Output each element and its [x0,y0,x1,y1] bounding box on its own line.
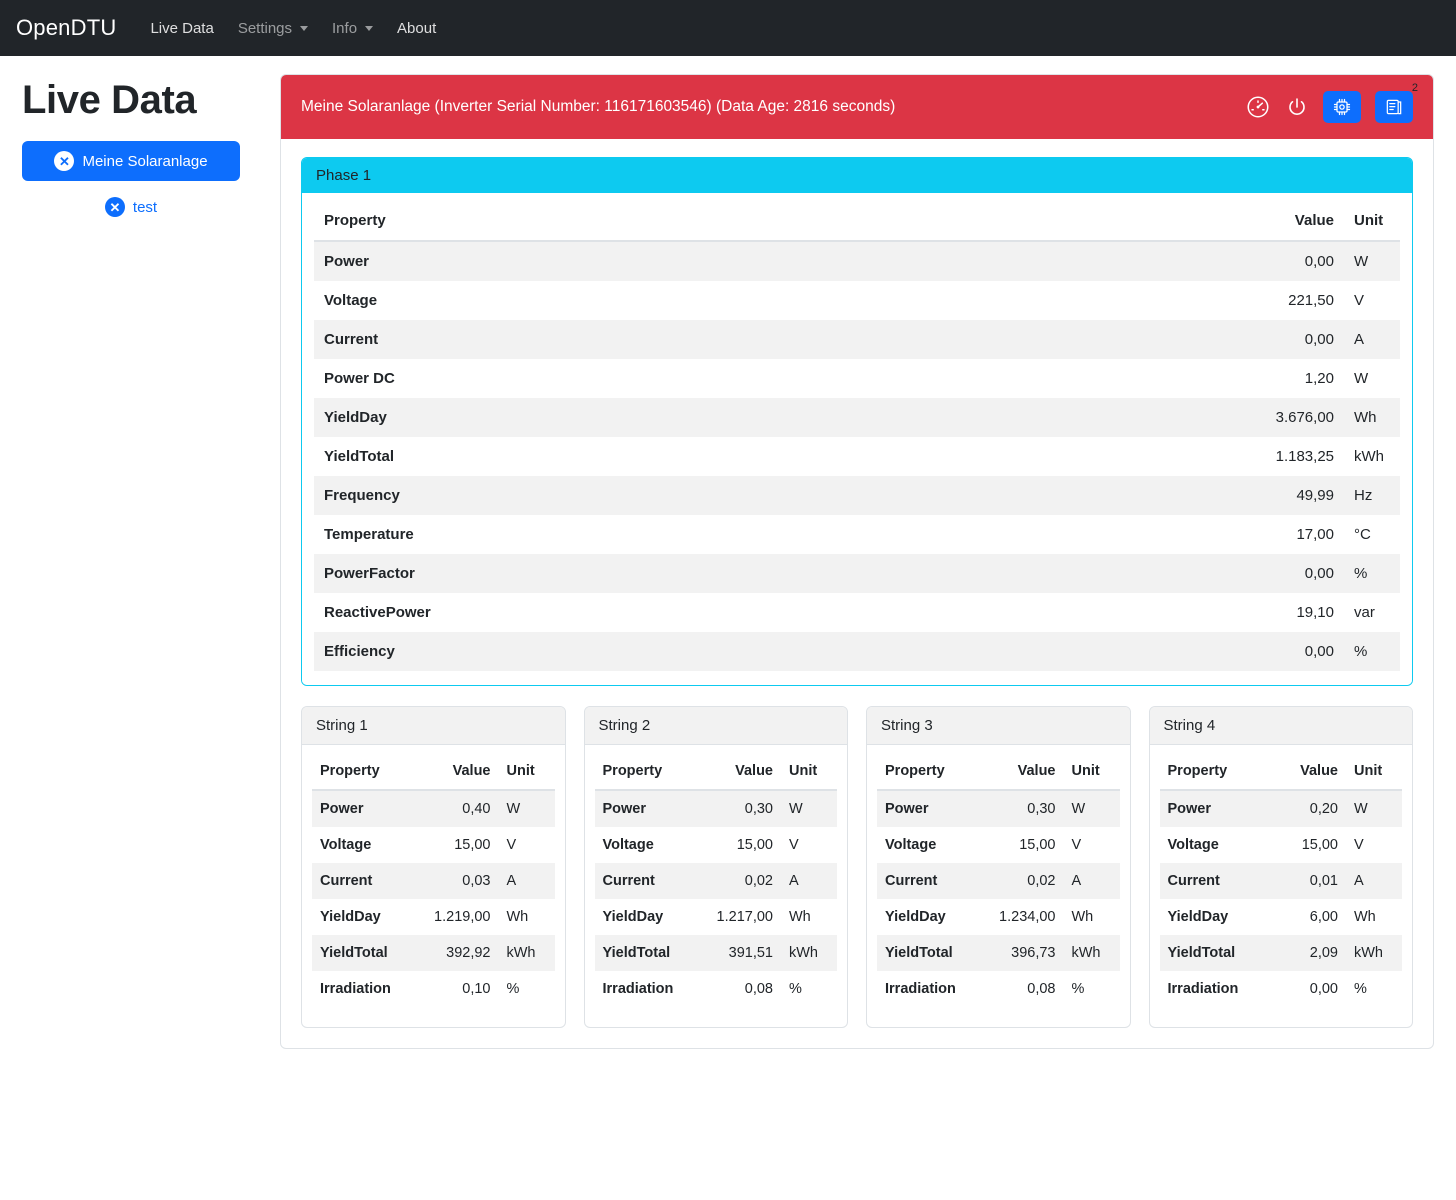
chip-settings-icon[interactable] [1323,91,1361,123]
table-row [1160,899,1403,935]
string-card-3 [866,706,1131,1028]
cell-value: 3.676,00 [1275,409,1334,426]
inverter-card [280,74,1434,1049]
table-row [314,359,1400,398]
cell-value: 19,10 [1296,604,1334,621]
column-header-unit: Unit [1344,201,1400,241]
table-row [877,971,1120,1007]
column-header-unit: Unit [499,753,555,790]
cell-value: 0,10 [462,981,491,997]
cell-value: 49,99 [1296,487,1334,504]
cell-unit: Wh [506,909,529,925]
cell-unit: W [506,801,521,817]
column-header-property: Property [1160,753,1275,790]
phase-panel-body [302,193,1412,685]
cell-unit: A [1071,873,1082,889]
chevron-down-icon [300,26,308,31]
cell-property: Voltage [1167,837,1219,853]
inverter-header-actions [1245,82,1418,123]
page-title: Live Data [22,78,197,122]
cell-property: Current [885,873,938,889]
cell-property: Power [320,801,364,817]
column-header-value: Value [1275,753,1346,790]
nav-item-label: Live Data [150,19,214,37]
cell-property: Efficiency [324,643,395,660]
table-row [312,971,555,1007]
cell-value: 1.183,25 [1275,448,1334,465]
column-header-property: Property [595,753,697,790]
column-header-unit: Unit [1346,753,1402,790]
cell-value: 17,00 [1296,526,1334,543]
cell-value: 0,00 [1309,981,1338,997]
column-header-value: Value [950,201,1344,241]
cell-property: Irradiation [885,981,956,997]
phase-table [314,201,1400,671]
cell-value: 0,02 [1027,873,1056,889]
table-row [877,863,1120,899]
table-row [595,863,838,899]
string-table [877,753,1120,1007]
cell-value: 1.219,00 [434,909,491,925]
table-row [314,554,1400,593]
cell-unit: A [789,873,799,889]
inverter-button-meine-solaranlage[interactable] [22,141,240,181]
string-table [1160,753,1403,1007]
cell-value: 0,30 [744,801,773,817]
table-row [312,935,555,971]
table-row [595,971,838,1007]
string-card-body [867,745,1130,1027]
cell-property: Voltage [320,837,372,853]
cell-unit: V [1354,837,1364,853]
table-row [314,515,1400,554]
cell-unit: A [1354,331,1365,348]
power-icon[interactable] [1285,95,1309,119]
table-row [595,790,838,827]
cell-unit: % [1354,981,1367,997]
cell-property: YieldTotal [1167,945,1236,961]
cell-value: 0,00 [1304,253,1334,270]
cell-property: Voltage [324,292,378,309]
cell-property: YieldTotal [324,448,395,465]
table-header-row [312,753,555,790]
inverter-card-body [281,139,1433,1048]
table-header-row [314,201,1400,241]
cell-value: 1,20 [1304,370,1334,387]
cell-unit: kWh [1354,945,1383,961]
cell-unit: V [1354,292,1365,309]
cell-property: YieldTotal [885,945,953,961]
cell-property: YieldTotal [320,945,388,961]
cell-property: Irradiation [1167,981,1239,997]
column-header-value: Value [414,753,499,790]
cell-property: Current [1167,873,1220,889]
cell-unit: Wh [1071,909,1094,925]
cell-unit: Wh [1354,909,1376,925]
table-header-row [1160,753,1403,790]
cell-value: 0,00 [1304,643,1334,660]
cell-unit: % [1071,981,1085,997]
cell-property: Temperature [324,526,414,543]
table-row [312,863,555,899]
column-header-unit: Unit [781,753,837,790]
cell-property: Irradiation [602,981,674,997]
table-row [595,827,838,863]
table-row [314,320,1400,359]
x-circle-icon: ✕ [105,197,125,217]
cell-value: 0,40 [462,801,491,817]
cell-value: 15,00 [1019,837,1056,853]
x-circle-icon: ✕ [54,151,74,171]
cell-unit: °C [1354,526,1371,543]
cell-property: Voltage [885,837,937,853]
cell-value: 0,00 [1304,331,1334,348]
cell-property: Power [602,801,647,817]
cell-unit: W [1071,801,1086,817]
string-card-body [585,745,848,1027]
cell-property: Current [602,873,655,889]
cell-property: YieldDay [320,909,381,925]
inverter-header-title: Meine Solaranlage (Inverter Serial Number: 116171603546) (Data Age: 2816 seconds) [301,98,896,115]
column-header-property: Property [312,753,414,790]
table-row [1160,971,1403,1007]
cell-property: Power [1167,801,1212,817]
table-row [1160,790,1403,827]
cell-value: 392,92 [446,945,491,961]
column-header-unit: Unit [1064,753,1120,790]
cell-property: Frequency [324,487,400,504]
phase-panel [301,157,1413,686]
cell-value: 0,02 [744,873,773,889]
cell-property: Irradiation [320,981,391,997]
cell-unit: V [1071,837,1082,853]
table-row [1160,827,1403,863]
top-navbar [0,0,1456,56]
string-card-title: String 1 [302,707,565,745]
string-card-4 [1149,706,1414,1028]
cell-value: 391,51 [728,945,773,961]
string-table [312,753,555,1007]
cell-value: 15,00 [736,837,773,853]
nav-item-label: Info [332,19,358,37]
cell-value: 396,73 [1011,945,1056,961]
table-row [1160,863,1403,899]
event-log-icon[interactable] [1375,82,1418,123]
cell-property: Current [320,873,373,889]
inverter-button-test[interactable] [22,197,240,217]
string-table [595,753,838,1007]
cell-property: Current [324,331,379,348]
cell-unit: % [506,981,520,997]
cell-value: 0,30 [1027,801,1056,817]
cell-property: YieldDay [1167,909,1229,925]
cell-unit: kWh [1354,448,1384,465]
cell-value: 15,00 [454,837,491,853]
table-header-row [595,753,838,790]
table-row [314,241,1400,281]
column-header-property: Property [877,753,979,790]
event-log-badge: 2 [1411,82,1418,94]
cell-unit: W [1354,253,1369,270]
cell-value: 0,20 [1309,801,1338,817]
cell-property: YieldDay [324,409,387,426]
cell-property: Power [885,801,929,817]
nav-item-about[interactable] [385,14,448,43]
cell-property: Voltage [602,837,654,853]
string-card-title: String 2 [585,707,848,745]
table-row [312,827,555,863]
column-header-value: Value [696,753,781,790]
cell-unit: Wh [789,909,811,925]
string-card-2 [584,706,849,1028]
cell-value: 0,03 [462,873,491,889]
table-row [312,790,555,827]
cell-unit: A [1354,873,1364,889]
cell-value: 1.234,00 [999,909,1056,925]
inverter-card-header [281,75,1433,139]
nav-item-settings[interactable] [226,14,320,43]
string-card-1 [301,706,566,1028]
page-container [0,56,1456,1049]
brand-logo[interactable]: OpenDTU [16,15,117,40]
cell-property: YieldTotal [602,945,671,961]
nav-item-label: Settings [237,19,293,37]
table-row [877,790,1120,827]
cell-property: Power DC [324,370,395,387]
string-card-body [1150,745,1413,1027]
column-header-value: Value [979,753,1064,790]
table-row [877,899,1120,935]
cell-property: YieldDay [602,909,664,925]
cell-value: 221,50 [1288,292,1334,309]
cell-unit: kWh [1071,945,1101,961]
table-row [877,935,1120,971]
cell-value: 0,00 [1304,565,1334,582]
nav-item-info[interactable] [320,14,385,43]
inverter-label: test [132,198,158,216]
table-row [314,281,1400,320]
string-cards [301,706,1413,1028]
table-row [877,827,1120,863]
table-header-row [877,753,1120,790]
inverter-label: Meine Solaranlage [82,152,208,170]
cell-unit: W [1354,801,1368,817]
cell-value: 15,00 [1301,837,1338,853]
cell-unit: W [1354,370,1369,387]
table-row [595,899,838,935]
cell-value: 2,09 [1309,945,1338,961]
cell-unit: kWh [506,945,536,961]
cell-unit: % [789,981,802,997]
phase-panel-title: Phase 1 [302,158,1412,193]
cell-property: ReactivePower [324,604,431,621]
cell-unit: A [506,873,517,889]
cell-value: 0,01 [1309,873,1338,889]
nav-item-live-data[interactable] [138,14,225,43]
cell-unit: var [1354,604,1375,621]
chevron-down-icon [365,26,373,31]
table-row [314,476,1400,515]
nav-item-label: About [397,19,437,37]
cell-unit: Hz [1354,487,1373,504]
cell-unit: V [789,837,799,853]
cell-property: Power [324,253,370,270]
string-card-title: String 3 [867,707,1130,745]
cell-unit: V [506,837,517,853]
table-row [312,899,555,935]
cell-property: YieldDay [885,909,946,925]
string-card-title: String 4 [1150,707,1413,745]
table-row [314,632,1400,671]
cell-unit: % [1354,643,1368,660]
table-row [1160,935,1403,971]
inverter-list-column [22,74,262,1049]
cell-unit: Wh [1354,409,1377,426]
cell-value: 0,08 [1027,981,1056,997]
cell-unit: kWh [789,945,818,961]
cell-value: 1.217,00 [716,909,773,925]
cell-value: 6,00 [1309,909,1338,925]
table-row [595,935,838,971]
gauge-icon[interactable] [1245,94,1271,120]
cell-unit: % [1354,565,1368,582]
cell-unit: W [789,801,803,817]
table-row [314,398,1400,437]
cell-value: 0,08 [744,981,773,997]
table-row [314,437,1400,476]
string-card-body [302,745,565,1027]
column-header-property: Property [314,201,950,241]
cell-property: PowerFactor [324,565,415,582]
table-row [314,593,1400,632]
